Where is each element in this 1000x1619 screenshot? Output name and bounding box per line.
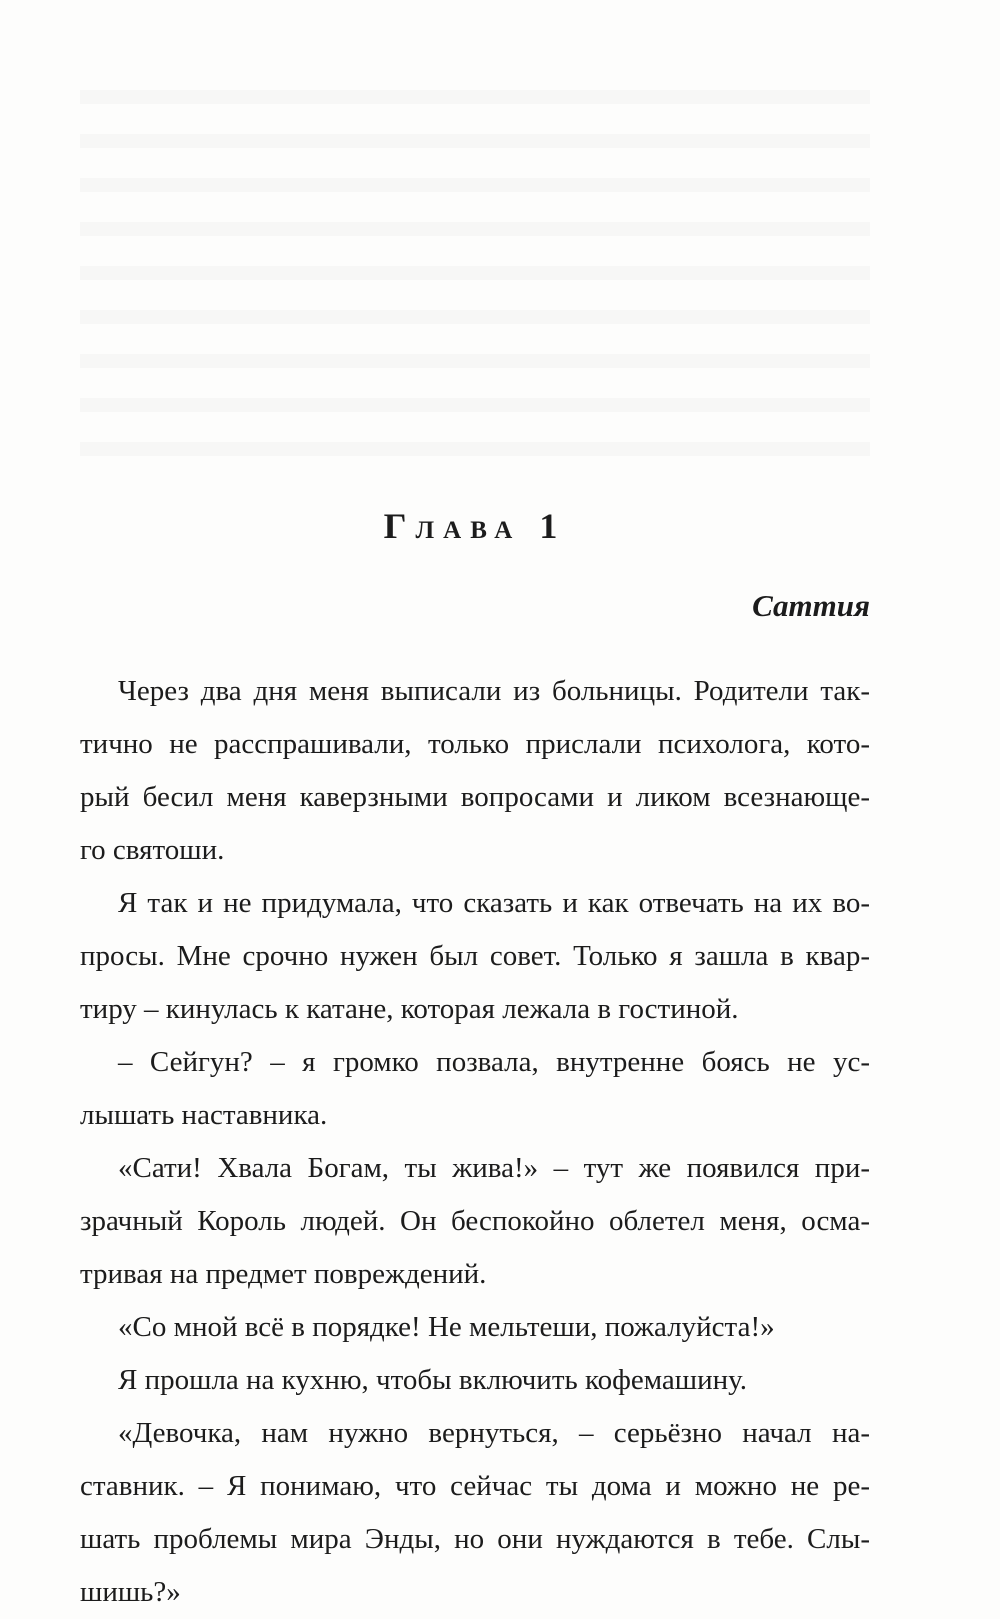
pov-character-heading: Саттия bbox=[752, 588, 870, 623]
text-line: тривая на предмет повреждений. bbox=[80, 1258, 487, 1290]
text-line: зрачный Король людей. Он беспокойно облетел меня, осма- bbox=[80, 1205, 870, 1237]
chapter-title: Глава 1 bbox=[383, 506, 567, 546]
text-line: лышать наставника. bbox=[80, 1099, 328, 1131]
text-line: «Сати! Хвала Богам, ты жива!» – тут же появился при- bbox=[118, 1152, 870, 1184]
text-line: шишь?» bbox=[80, 1576, 181, 1608]
text-line: Я прошла на кухню, чтобы включить кофемашину. bbox=[118, 1364, 747, 1396]
text-line: Я так и не придумала, что сказать и как отвечать на их во- bbox=[118, 887, 870, 919]
text-line: тиру – кинулась к катане, которая лежала в гостиной. bbox=[80, 993, 739, 1025]
text-line: – Сейгун? – я громко позвала, внутренне боясь не ус- bbox=[118, 1046, 870, 1078]
body-text bbox=[80, 665, 870, 1619]
text-line: «Со мной всё в порядке! Не мельтеши, пожалуйста!» bbox=[118, 1311, 775, 1343]
text-line: ставник. – Я понимаю, что сейчас ты дома и можно не ре- bbox=[80, 1470, 870, 1502]
text-line: рый бесил меня каверзными вопросами и ликом всезнающе- bbox=[80, 781, 870, 813]
text-line: го святоши. bbox=[80, 834, 225, 866]
text-line: «Девочка, нам нужно вернуться, – серьёзно начал на- bbox=[118, 1417, 870, 1449]
show-through-texture bbox=[80, 60, 870, 480]
text-line: тично не расспрашивали, только прислали психолога, кото- bbox=[80, 728, 870, 760]
text-line: шать проблемы мира Энды, но они нуждаются в тебе. Слы- bbox=[80, 1523, 870, 1555]
text-line: просы. Мне срочно нужен был совет. Только я зашла в квар- bbox=[80, 940, 870, 972]
text-line: Через два дня меня выписали из больницы. Родители так- bbox=[118, 675, 870, 707]
